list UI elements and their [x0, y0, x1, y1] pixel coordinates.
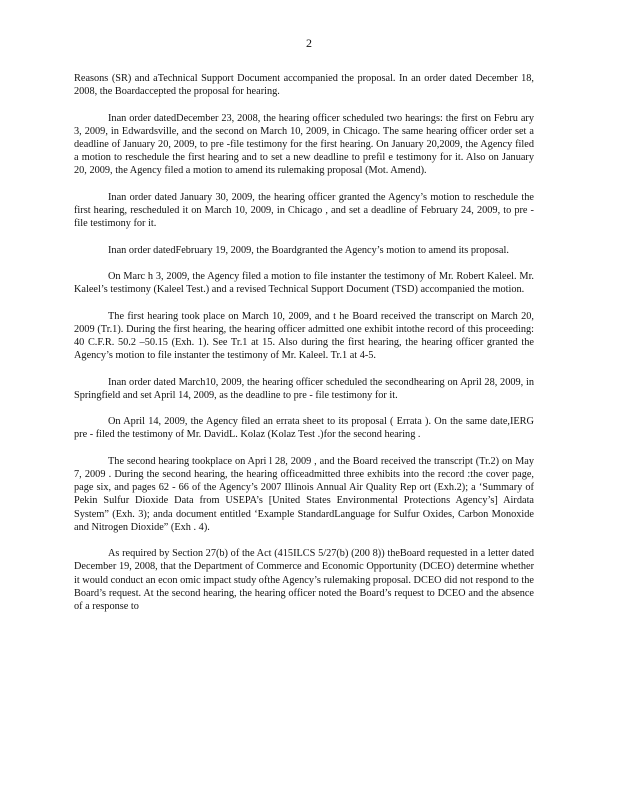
body-text	[74, 72, 534, 613]
paragraph: On April 14, 2009, the Agency filed an errata sheet to its proposal ( Errata ). On the same date,IERG pre - filed the testimony of Mr. DavidL. Kolaz (Kolaz Test .)for the second hearing .	[74, 416, 534, 441]
paragraph: Inan order dated January 30, 2009, the hearing officer granted the Agency’s motion to reschedule the first hearing, rescheduled it on March 10, 2009, in Chicago , and set a deadline of February 24, 2009, to pre -file testimony for it.	[74, 191, 534, 230]
page-number: 2	[306, 36, 312, 50]
paragraph: Inan order datedDecember 23, 2008, the hearing officer scheduled two hearings: the first on Febru ary 3, 2009, in Edwardsville, and the second on March 10, 2009, in Chicago. The same hearing officer order set a deadline of January 20, 2009, to pre -file testimony for the first hearing. On January 20,2009, the Agency filed a motion to reschedule the first hearing and to set a new deadline to prefil e testimony for it. Also on January 20, 2009, the Agency filed a motion to amend its rulemaking proposal (Mot. Amend).	[74, 112, 534, 177]
paragraph: On Marc h 3, 2009, the Agency filed a motion to file instanter the testimony of Mr. Robert Kaleel. Mr. Kaleel’s testimony (Kaleel Test.) and a revised Technical Support Document (TSD) accompanied the motion.	[74, 270, 534, 296]
paragraph: The second hearing tookplace on Apri l 28, 2009 , and the Board received the transcript (Tr.2) on May 7, 2009 . During the second hearing, the hearing officeadmitted three exhibits into the record :the cover page, page six, and pages 62 - 66 of the Agency’s 2007 Illinois Annual Air Quality Rep ort (Exh.2); a ‘Summary of Pekin Sulfur Dioxide Data from USEPA’s [United States Environmental Protections Agency’s] Airdata System” (Exh. 3); anda document entitled ‘Example StandardLanguage for Sulfur Oxides, Carbon Monoxide and Nitrogen Dioxide” (Exh . 4).	[74, 455, 534, 533]
paragraph: As required by Section 27(b) of the Act (415ILCS 5/27(b) (200 8)) theBoard requested in a letter dated December 19, 2008, that the Department of Commerce and Economic Opportunity (DCEO) determine whether it would conduct an econ omic impact study ofthe Agency’s rulemaking proposal. DCEO did not respond to the Board’s request. At the second hearing, the hearing officer noted the Board’s request to DCEO and the absence of a response to	[74, 548, 534, 612]
paragraph: The first hearing took place on March 10, 2009, and t he Board received the transcript on March 20, 2009 (Tr.1). During the first hearing, the hearing officer admitted one exhibit intothe record of this proceeding: 40 C.F.R. 50.2 –50.15 (Exh. 1). See Tr.1 at 15. Also during the first hearing, the hearing officer granted the Agency’s motion to file instanter the testimony of Mr. Kaleel. Tr.1 at 4-5.	[74, 310, 534, 362]
paragraph: Inan order dated March10, 2009, the hearing officer scheduled the secondhearing on April 28, 2009, in Springfield and set April 14, 2009, as the deadline to pre - file testimony for it.	[74, 376, 534, 401]
paragraph: Reasons (SR) and aTechnical Support Document accompanied the proposal. In an order dated December 18, 2008, the Boardaccepted the proposal for hearing.	[74, 73, 534, 98]
paragraph: Inan order datedFebruary 19, 2009, the Boardgranted the Agency’s motion to amend its proposal.	[108, 244, 509, 256]
